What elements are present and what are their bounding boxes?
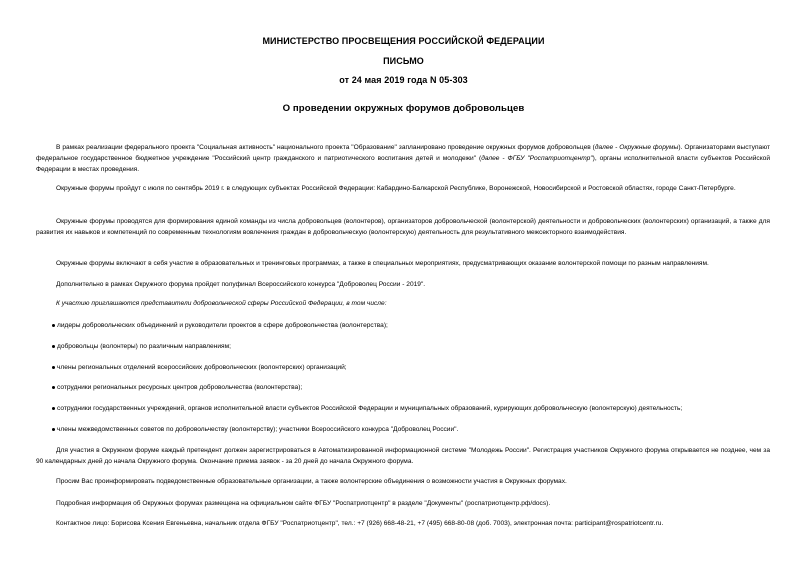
list-item	[52, 382, 772, 393]
bullet-icon	[52, 386, 55, 389]
paragraph-1	[36, 142, 770, 175]
paragraph-3: Окружные форумы проводятся для формирования единой команды из числа добровольцев (волонтеров), организаторов добровольческой (волонтерской) деятельности и добровольческих (волонтерских) организаций, а также для развития их навыков и компетенций по современным технологиям вовлечения граждан в добровольческую (волонтерскую) деятельность для результативного межсекторного взаимодействия.	[36, 218, 770, 236]
list-item	[52, 424, 772, 435]
paragraph-1-part-c: ). Организаторами выступают федеральное государственное бюджетное учреждение "Российский центр гражданского и патриотического воспитания детей и молодежи" (	[36, 144, 771, 162]
bullet-icon	[52, 407, 55, 410]
paragraph-4: Окружные форумы включают в себя участие в образовательных и тренинговых программах, а также в специальных мероприятиях, предусматривающих оказание волонтерской помощи по разным направлениям.	[56, 260, 709, 267]
list-item-text: лидеры добровольческих объединений и руководители проектов в сфере добровольчества (волонтерства);	[57, 322, 388, 329]
list-item-text: добровольцы (волонтеры) по различным направлениям;	[57, 343, 231, 350]
bullet-icon	[52, 324, 55, 327]
list-item	[52, 403, 772, 414]
paragraph-1-part-d: далее - ФГБУ "Роспатриотцентр"	[481, 155, 593, 162]
list-item	[52, 320, 772, 331]
list-item-text: сотрудники государственных учреждений, органов исполнительной власти субъектов Российской Федерации и муниципальных образований, курирующих добровольческую (волонтерскую) деятельность;	[57, 405, 683, 412]
paragraph-7: Для участия в Окружном форуме каждый претендент должен зарегистрироваться в Автоматизированной информационной системе "Молодежь России". Регистрация участников Окружного форума открывается не позднее, чем за 90 календарных дней до начала Окружного форума. Окончание приема заявок - за 20 дней до начала Окружного форума.	[36, 447, 770, 465]
bullet-icon	[52, 345, 55, 348]
bullet-icon	[52, 428, 55, 431]
ministry-title: МИНИСТЕРСТВО ПРОСВЕЩЕНИЯ РОССИЙСКОЙ ФЕДЕРАЦИИ	[262, 36, 545, 46]
list-item-text: члены межведомственных советов по добровольчеству (волонтерству); участники Всероссийского конкурса "Доброволец России".	[57, 426, 459, 433]
paragraph-6: К участию приглашаются представители добровольческой сферы Российской Федерации, в том числе:	[56, 300, 387, 307]
paragraph-8: Просим Вас проинформировать подведомственные образовательные организации, а также волонтерские объединения о возможности участия в Окружных форумах.	[56, 478, 567, 485]
list-item-text: члены региональных отделений всероссийских добровольческих (волонтерских) организаций;	[57, 364, 347, 371]
list-item-text: сотрудники региональных ресурсных центров добровольчества (волонтерства);	[57, 384, 303, 391]
paragraph-10: Контактное лицо: Борисова Ксения Евгеньевна, начальник отдела ФГБУ "Роспатриотцентр", тел.: +7 (926) 668-48-21, +7 (495) 668-80-08 (доб. 7003), электронная почта: participant@rospatriotcentr.ru.	[56, 520, 664, 527]
list-item	[52, 362, 772, 373]
document-type: ПИСЬМО	[383, 56, 424, 66]
date-number: от 24 мая 2019 года N 05-303	[339, 75, 468, 85]
paragraph-2: Окружные форумы пройдут с июля по сентябрь 2019 г. в следующих субъектах Российской Федерации: Кабардино-Балкарской Республике, Воронежской, Новосибирской и Ростовской областях, городе Санкт-Петербурге.	[56, 185, 736, 192]
paragraph-1-part-b: далее - Окружные форумы	[594, 144, 679, 151]
paragraph-1-part-a: В рамках реализации федерального проекта "Социальная активность" национального проекта "Образование" запланировано проведение окружных форумов добровольцев (	[56, 144, 595, 151]
document-subject: О проведении окружных форумов добровольцев	[282, 103, 525, 114]
bullet-icon	[52, 366, 55, 369]
paragraph-5: Дополнительно в рамках Окружного форума пройдет полуфинал Всероссийского конкурса "Доброволец России - 2019".	[56, 281, 426, 288]
paragraph-1-part-e: ), органы исполнительной власти субъектов Российской Федерации в местах проведения.	[36, 155, 771, 173]
list-item	[52, 341, 772, 352]
paragraph-9: Подробная информация об Окружных форумах размещена на официальном сайте ФГБУ "Роспатриотцентр" в разделе "Документы" (роспатриотцентр.рф/docs).	[56, 500, 551, 507]
